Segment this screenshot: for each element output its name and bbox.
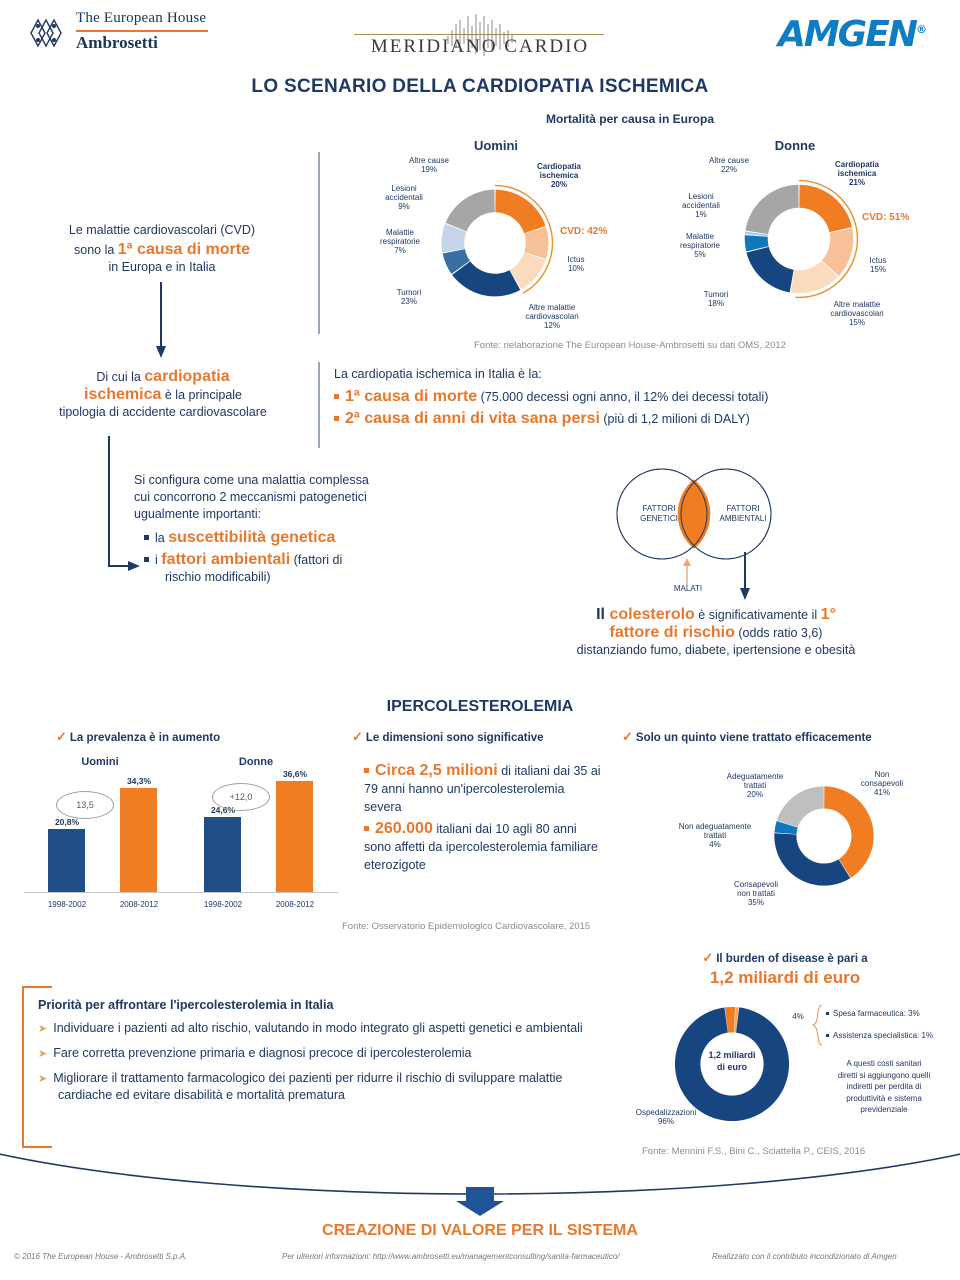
italy-bullet-1 <box>334 388 934 406</box>
chol-line-1-b: colesterolo <box>609 606 695 623</box>
logo-line-2: Ambrosetti <box>76 33 158 52</box>
priority-item-2: ➤ Fare corretta prevenzione primaria e diagnosi precoce di ipercolesterolemia <box>38 1045 472 1060</box>
ambrosetti-mark-icon <box>28 16 66 50</box>
ipercolesterolemia-title: IPERCOLESTEROLEMIA <box>386 698 574 715</box>
mortality-section-title: Mortalità per causa in Europa <box>545 112 715 126</box>
slice-label-lesioni-uomini: Lesioni accidentali 9% <box>385 184 423 212</box>
logo-rule <box>76 30 208 32</box>
ipercol-source: Fonte: Osservatorio Epidemiologico Cardiovascolare, 2015 <box>342 921 591 932</box>
section-divider-top <box>318 152 320 334</box>
bullet-square-icon <box>144 535 149 540</box>
chevron-right-icon: ➤ <box>38 1047 48 1060</box>
cvd-line-3: in Europa e in Italia <box>108 259 216 274</box>
chart-title-donne: Donne <box>774 138 816 153</box>
box-edge-top <box>22 986 52 988</box>
mech-intro-2: cui concorrono 2 meccanismi patogenetici <box>134 489 367 504</box>
box-edge-bottom <box>22 1146 52 1148</box>
treatment-label-adeguatamente: Adeguatamente trattati 20% <box>726 772 784 800</box>
footer-info-link[interactable]: Per ulteriori informazioni: http://www.ambrosetti.eu/managementconsulting/sanita-farmaceutico/ <box>282 1252 620 1261</box>
cholesterol-statement <box>496 606 936 659</box>
mech-bullet-2-post: (fattori di <box>290 552 343 567</box>
registered-trademark-icon: ® <box>915 23 925 36</box>
bullet-square-icon <box>334 416 339 421</box>
burden-brace-icon <box>812 1004 824 1046</box>
conclusion-text: CREAZIONE DI VALORE PER IL SISTEMA <box>322 1222 638 1239</box>
bar-delta-uomini: 13,5 <box>56 791 114 819</box>
bar-value-donne-1998-2002: 24,6% <box>210 805 236 815</box>
mech-intro-1: Si configura come una malattia complessa <box>134 473 369 487</box>
bar-category-uomini-1: 1998-2002 <box>47 900 87 909</box>
venn-down-arrow <box>738 552 752 602</box>
dimensioni-bullet-1-rest: di italiani dai 35 ai 79 anni hanno un'ipercolesterolemia severa <box>364 764 601 814</box>
treatment-label-non-adeguatamente: Non adeguatamente trattati 4% <box>678 822 752 850</box>
slice-label-lesioni-donne: Lesioni accidentali 1% <box>682 192 720 220</box>
bar-chart-donne <box>180 769 340 915</box>
mech-bullet-1-strong: suscettibilità genetica <box>168 528 336 546</box>
footer-copyright: © 2016 The European House - Ambrosetti S.p.A. <box>14 1252 188 1261</box>
burden-pct-4: 4% <box>792 1012 804 1021</box>
chol-line-2-b: (odds ratio 3,6) <box>734 626 823 640</box>
priority-item-3: ➤ Migliorare il trattamento farmacologico dei pazienti per ridurre il rischio di sviluppare malattie cardiache ed evitare disabilità e mortalità prematura <box>38 1070 563 1102</box>
bullet-square-icon <box>826 1034 829 1037</box>
slice-label-ictus-uomini: Ictus 10% <box>567 255 585 274</box>
slice-label-altre-cardiovascolari-uomini: Altre malattie cardiovascolari 12% <box>525 303 579 331</box>
mortality-source: Fonte: rielaborazione The European House-Ambrosetti su dati OMS, 2012 <box>474 340 786 351</box>
burden-center-label: 1,2 miliardi di euro <box>708 1050 756 1072</box>
amgen-wordmark: AMGEN <box>778 14 916 55</box>
mech-bullet-2-strong: fattori ambientali <box>161 550 291 568</box>
chol-line-1-a: Il <box>596 606 610 623</box>
dimensioni-bullet-2-rest: italiani dai 10 agli 80 anni sono affetti da ipercolesterolemia familiare eterozigote <box>364 822 598 872</box>
bar-chart-uomini <box>24 775 184 915</box>
cvd-line-1: Le malattie cardiovascolari (CVD) <box>68 223 256 237</box>
bar-value-donne-2008-2012: 36,6% <box>282 769 308 779</box>
bullet-square-icon <box>334 394 339 399</box>
cvd-line-2-strong: 1ª causa di morte <box>117 240 250 258</box>
bar-delta-donne: +12,0 <box>212 783 270 811</box>
slice-label-respiratorie-donne: Malattie respiratorie 5% <box>679 232 720 260</box>
burden-label-ospedalizzazioni: Ospedalizzazioni 96% <box>635 1108 697 1127</box>
dimensioni-bullets <box>364 762 604 874</box>
bullet-square-icon <box>364 768 369 773</box>
bar-group-title-uomini: Uomini <box>81 756 119 768</box>
venn-malati-pointer <box>680 556 694 586</box>
column-heading-prevalenza: ✓ La prevalenza è in aumento <box>56 729 221 744</box>
logo-line-1: The European House <box>76 10 207 26</box>
bar-axis-donne <box>180 892 338 893</box>
treatment-label-consapevoli-non-trattati: Consapevoli non trattati 35% <box>733 880 779 908</box>
bar-category-donne-1: 1998-2002 <box>203 900 243 909</box>
chol-line-1-c: è significativamente il <box>694 608 821 622</box>
bar-value-uomini-2008-2012: 34,3% <box>126 776 152 786</box>
italy-bullet-1-strong: 1ª causa di morte <box>345 387 478 405</box>
dimensioni-bullet-2 <box>364 820 604 874</box>
check-icon: ✓ <box>56 729 67 744</box>
chevron-right-icon: ➤ <box>38 1023 48 1035</box>
italy-bullet-2-strong: 2ª causa di anni di vita sana persi <box>345 409 600 427</box>
mech-bullet-2-pre: i <box>155 552 162 567</box>
italy-intro: La cardiopatia ischemica in Italia è la: <box>334 367 542 381</box>
bar-value-uomini-1998-2002: 20,8% <box>54 817 80 827</box>
column-heading-trattato: ✓ Solo un quinto viene trattato efficacemente <box>622 729 872 744</box>
slice-label-ictus-donne: Ictus 15% <box>869 256 887 275</box>
dimensioni-bullet-2-strong: 260.000 <box>375 820 433 837</box>
bar-category-uomini-2: 2008-2012 <box>119 900 159 909</box>
left-statement-cvd <box>12 222 312 276</box>
bar-uomini-1998-2002 <box>48 829 85 892</box>
bullet-square-icon <box>826 1012 829 1015</box>
donut-chart-uomini <box>437 185 553 301</box>
slice-label-altre-cardiovascolari-donne: Altre malattie cardiovascolari 15% <box>830 300 884 328</box>
chart-title-uomini: Uomini <box>473 138 519 153</box>
burden-heading: ✓ Il burden of disease è pari a 1,2 miliardi di euro <box>702 950 868 987</box>
italy-statement-box <box>334 366 934 428</box>
bar-donne-2008-2012 <box>276 781 313 892</box>
bar-uomini-2008-2012 <box>120 788 157 892</box>
column-heading-dimensioni: ✓ Le dimensioni sono significative <box>352 729 544 744</box>
bullet-square-icon <box>364 826 369 831</box>
page-header <box>0 0 960 62</box>
chevron-right-icon: ➤ <box>38 1072 48 1085</box>
venn-label-malati: MALATI <box>673 584 703 593</box>
cardio-line-2-post: è la principale <box>161 388 242 402</box>
cvd-annotation-donne: CVD: 51% <box>862 212 910 223</box>
dimensioni-bullet-1-strong: Circa 2,5 milioni <box>375 762 498 779</box>
mech-bullet-2-cont: rischio modificabili) <box>165 569 271 584</box>
slice-label-respiratorie-uomini: Malattie respiratorie 7% <box>379 228 420 256</box>
burden-legend-item-2: Assistenza specialistica: 1% <box>826 1030 956 1042</box>
european-house-ambrosetti-logo <box>28 8 258 58</box>
conclusion-arrow-icon <box>452 1187 508 1217</box>
slice-label-cardiopatia-ischemica-donne: Cardiopatia ischemica 21% <box>834 160 879 188</box>
donut-chart-donne <box>740 180 858 298</box>
burden-source: Fonte: Mennini F.S., Bini C., Sciattella P., CEIS, 2016 <box>642 1146 866 1157</box>
cardio-line-2-strong: ischemica <box>84 386 162 403</box>
bar-axis-uomini <box>24 892 182 893</box>
dimensioni-bullet-1 <box>364 762 604 816</box>
cardio-line-1-pre: Di cui la <box>96 370 145 384</box>
italy-bullet-1-rest: (75.000 decessi ogni anno, il 12% dei decessi totali) <box>477 389 769 404</box>
cardio-line-3: tipologia di accidente cardiovascolare <box>59 405 267 419</box>
slice-label-tumori-donne: Tumori 18% <box>703 290 729 309</box>
slice-label-tumori-uomini: Tumori 23% <box>396 288 422 307</box>
burden-legend <box>826 1008 956 1042</box>
italy-bullet-2-rest: (più di 1,2 milioni di DALY) <box>599 411 750 426</box>
italy-bullet-2 <box>334 410 934 428</box>
chol-line-3: distanziando fumo, diabete, ipertensione e obesità <box>576 643 856 657</box>
left-statement-mechanisms <box>134 472 454 586</box>
footer-credit: Realizzato con il contributo incondizionato di Amgen <box>712 1252 897 1261</box>
left-statement-cardiopatia <box>10 368 316 421</box>
cardio-line-1-strong: cardiopatia <box>144 368 230 385</box>
amgen-logo <box>778 14 925 55</box>
flow-arrow-1 <box>154 282 168 360</box>
venn-label-genetic: FATTORI GENETICI <box>640 504 678 523</box>
priority-item-1: ➤ Individuare i pazienti ad alto rischio, valutando in modo integrato gli aspetti genetici e ambientali <box>38 1021 583 1035</box>
slice-label-cardiopatia-ischemica-uomini: Cardiopatia ischemica 20% <box>536 162 581 190</box>
bar-group-title-donne: Donne <box>238 756 274 768</box>
mech-bullet-1 <box>144 529 454 547</box>
slice-label-altre-cause-donne: Altre cause 22% <box>708 156 750 175</box>
chol-line-1-d: 1° <box>820 606 836 623</box>
bar-category-donne-2: 2008-2012 <box>275 900 315 909</box>
meridiano-label: MERIDIANO CARDIO <box>370 36 590 57</box>
check-icon: ✓ <box>622 729 633 744</box>
slice-label-altre-cause-uomini: Altre cause 19% <box>408 156 450 175</box>
treatment-label-non-consapevoli: Non consapevoli 41% <box>860 770 904 798</box>
cvd-annotation-uomini: CVD: 42% <box>560 226 608 237</box>
check-icon: ✓ <box>702 950 714 965</box>
page-title: LO SCENARIO DELLA CARDIOPATIA ISCHEMICA <box>251 76 709 97</box>
bullet-square-icon <box>144 557 149 562</box>
priorities-heading: Priorità per affrontare l'ipercolesterolemia in Italia <box>38 998 334 1012</box>
box-edge-left <box>22 986 24 1148</box>
mech-bullet-1-pre: la <box>155 530 169 545</box>
bar-donne-1998-2002 <box>204 817 241 892</box>
burden-legend-item-1: Spesa farmaceutica: 3% <box>826 1008 956 1020</box>
venn-label-environment: FATTORI AMBIENTALI <box>719 504 767 523</box>
chol-line-2-a: fattore di rischio <box>609 624 735 641</box>
mech-bullet-2 <box>144 551 454 569</box>
mech-intro-3: ugualmente importanti: <box>134 506 262 521</box>
check-icon: ✓ <box>352 729 363 744</box>
burden-note: A questi costi sanitari diretti si aggiungono quelli indiretti per perdita di produttività e sistema previdenziale <box>837 1059 931 1115</box>
priorities-box <box>22 986 612 1148</box>
meridiano-cardio-logo <box>340 14 620 60</box>
italy-box-divider <box>318 362 320 448</box>
cvd-line-2-pre: sono la <box>74 242 118 257</box>
